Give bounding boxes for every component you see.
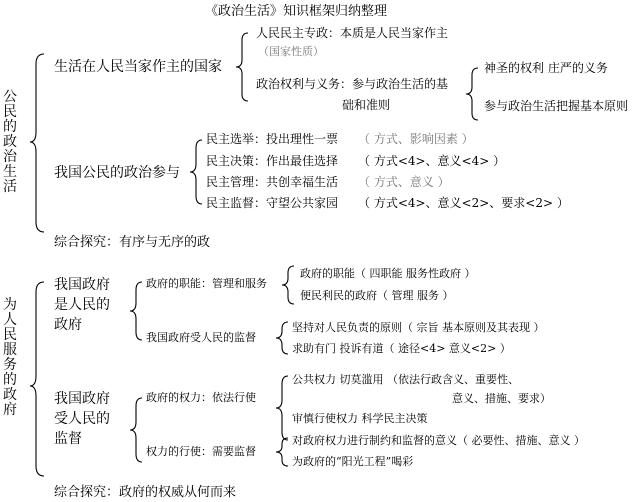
sub1-item2-line1: 政治权利与义务：参与政治生活的基 (256, 77, 449, 91)
s2-sub1-label-line: 我国政府 (54, 277, 110, 293)
sub2-row-note: （ 方式、影响因素 ） (358, 132, 474, 146)
sub2-label: 我国公民的政治参与 (54, 165, 180, 181)
sub2-row-note: （ 方式、意义 ） (358, 175, 450, 189)
section1-explore: 综合探究：有序与无序的政 (54, 235, 211, 250)
sub1-label: 生活在人民当家作主的国家 (54, 59, 222, 75)
s2-sub1-label-line: 政府 (54, 317, 82, 333)
page-title: 《政治生活》知识框架归纳整理 (205, 4, 388, 19)
s2-branch3-item1-line2: 意义、措施、要求） (452, 392, 551, 405)
sub2-row-note: （ 方式<4>、意义<4> ） (358, 154, 506, 168)
section2-explore: 综合探究：政府的权威从何而来 (54, 485, 237, 500)
sub2-row: 民主监督：守望公共家园 (206, 196, 339, 210)
sub2-row: 民主决策：作出最佳选择 (206, 154, 339, 168)
section2-label: 为人民服务的政府 (3, 297, 17, 418)
s2-branch4-item: 为政府的“阳光工程”喝彩 (292, 455, 414, 468)
s2-branch1-item: 政府的职能（ 四职能 服务性政府 ） (300, 267, 476, 280)
s2-branch1-label: 政府的职能：管理和服务 (146, 277, 267, 290)
sub1-item1-note: （国家性质） (258, 45, 324, 58)
sub1-item2-a: 神圣的权利 庄严的义务 (484, 61, 608, 75)
s2-branch2-label: 我国政府受人民的监督 (146, 331, 256, 344)
s2-branch1-item: 便民利民的政府（ 管理 服务 ） (300, 289, 454, 302)
s2-sub2-label-line: 我国政府 (54, 391, 110, 407)
sub2-row: 民主选举：投出理性一票 (206, 132, 339, 146)
s2-sub2-label-line: 监督 (54, 431, 82, 447)
s2-branch2-item: 坚持对人民负责的原则（ 宗旨 基本原则及其表现 ） (292, 321, 545, 334)
s2-branch4-item: 对政府权力进行制约和监督的意义（ 必要性、措施、意义 ） (292, 434, 585, 447)
section1-label: 公民的政治生活 (3, 89, 17, 195)
s2-branch3-label: 政府的权力：依法行使 (146, 391, 256, 404)
sub1-item1: 人民民主专政：本质是人民当家作主 (256, 26, 449, 40)
s2-branch2-item: 求助有门 投诉有道（ 途径<4> 意义<2> ） (292, 342, 511, 355)
s2-branch4-label: 权力的行使：需要监督 (146, 445, 256, 458)
s2-branch3-item2: 审慎行使权力 科学民主决策 (292, 412, 428, 425)
sub2-row: 民主管理：共创幸福生活 (206, 175, 339, 189)
sub2-row-note: （ 方式<4>、意义<2>、要求<2> ） (358, 196, 569, 210)
s2-branch3-item1-line1: 公共权力 切莫滥用 （依法行政含义、重要性、 (292, 373, 519, 386)
s2-sub1-label-line: 是人民的 (54, 297, 110, 313)
s2-sub2-label-line: 受人民的 (54, 411, 110, 427)
sub1-item2-line2: 础和准则 (342, 98, 391, 112)
sub1-item2-b: 参与政治生活把握基本原则 (484, 99, 629, 113)
